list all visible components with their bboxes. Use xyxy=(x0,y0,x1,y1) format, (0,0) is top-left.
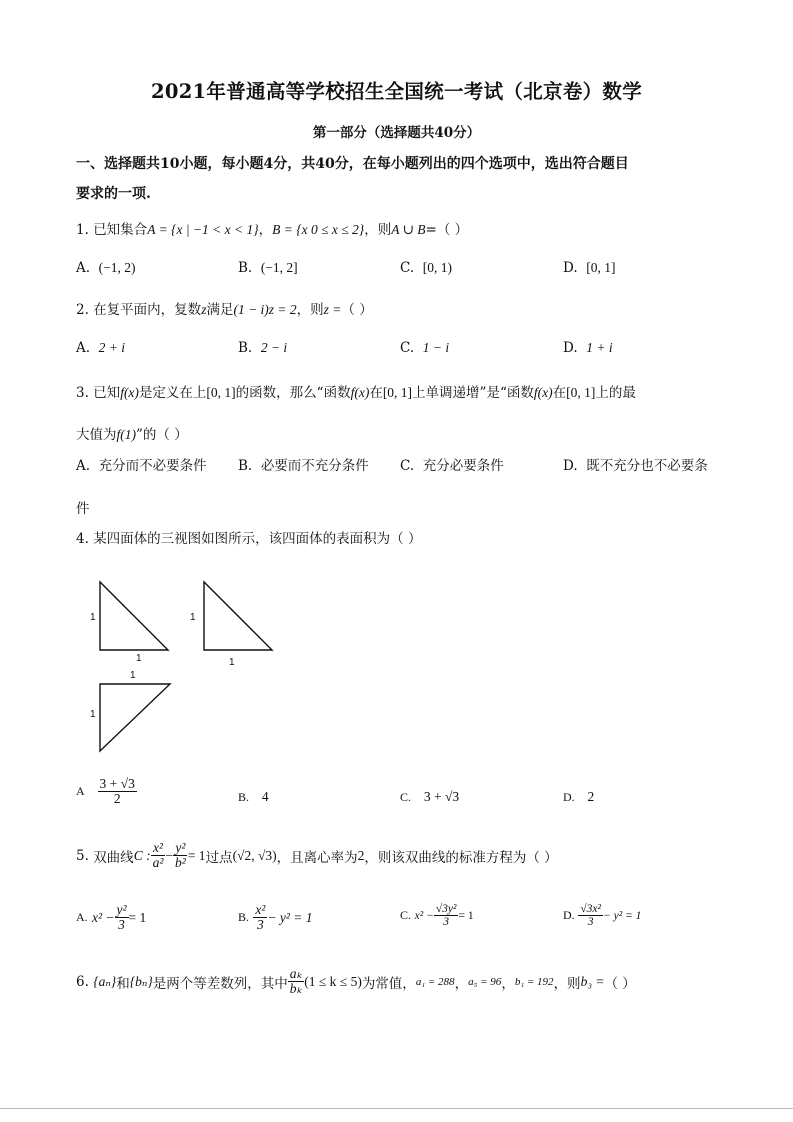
q3-option-d[interactable]: D. 既不充分也不必要条 xyxy=(563,458,708,474)
q2-option-c[interactable]: C. 1 − i xyxy=(400,340,450,356)
top-view-triangle xyxy=(100,684,170,751)
part-heading: 第一部分（选择题共40分） xyxy=(312,125,481,141)
side-view-height-label: 1 xyxy=(190,612,196,623)
section-instruction-line2: 要求的一项. xyxy=(76,186,151,202)
question-6-stem: 6. {aₙ} 和 {bₙ} 是两个等差数列，其中 $\frac{\text{aₖ}}{\text{bₖ}}$ (1 ≤ k ≤ 5) 为常值， a₁ = 288 ， a₅ = 96 ， b₁ = 192 ，则 b₃ = （ ） xyxy=(76,966,636,997)
front-view-triangle xyxy=(100,582,168,650)
question-number: 6. xyxy=(76,973,89,990)
q3-option-d-wrap: 件 xyxy=(76,501,90,517)
side-view-triangle xyxy=(204,582,272,650)
question-number: 1. xyxy=(76,222,89,238)
top-view-top-label: 1 xyxy=(130,670,136,681)
question-5-stem: 5. 双曲线 C : $\frac{\text{x²}}{\text{a²}}$ − $\frac{\text{y²}}{\text{b²}}$ = 1 过点 (√2, √3) ，且离心率为 2 ，则该双曲线的标准方程为（ ） xyxy=(76,840,558,871)
q5-option-d[interactable]: D. $\frac{\text{√3x²}}{3}$ − y² = 1 xyxy=(563,903,642,929)
q4-option-d[interactable]: D. 2 xyxy=(563,789,595,804)
set-a: A = {x | −1 < x < 1} xyxy=(147,222,259,237)
question-number: 2. xyxy=(76,302,89,318)
q5-option-c[interactable]: C. x² − $\frac{\text{√3y²}}{3}$ = 1 xyxy=(400,903,474,929)
q4-option-b[interactable]: B. 4 xyxy=(238,789,269,804)
q1-option-d[interactable]: D. [0, 1] xyxy=(563,260,616,276)
q5-option-b[interactable]: B. $\frac{\text{x²}}{3}$ − y² = 1 xyxy=(238,902,313,933)
section-instruction-line1: 一、选择题共10小题，每小题4分，共40分，在每小题列出的四个选项中，选出符合题目 xyxy=(76,156,629,172)
q2-option-a[interactable]: A. 2 + i xyxy=(76,340,126,356)
top-view-height-label: 1 xyxy=(90,709,96,720)
question-4-stem: 4. 某四面体的三视图如图所示，该四面体的表面积为（ ） xyxy=(76,531,422,547)
q1-option-b[interactable]: B. (−1, 2] xyxy=(238,260,298,276)
question-3-stem-line1: 3. 已知f(x)是定义在上[0, 1]的函数，那么“函数f(x)在[0, 1]上单调递增”是“函数f(x)在[0, 1]上的最 xyxy=(76,385,636,401)
q2-option-b[interactable]: B. 2 − i xyxy=(238,340,288,356)
front-view-height-label: 1 xyxy=(90,612,96,623)
equation: (1 − i)z = 2 xyxy=(233,302,297,317)
set-b: B = {x 0 ≤ x ≤ 2} xyxy=(272,222,365,237)
q3-option-a[interactable]: A. 充分而不必要条件 xyxy=(76,458,207,474)
q4-option-a[interactable]: A $\frac{3 + √3}{2}$ xyxy=(76,776,135,807)
page-bottom-rule xyxy=(0,1108,793,1109)
point: (√2, √3) xyxy=(232,847,277,863)
question-number: 4. xyxy=(76,531,89,547)
front-view-base-label: 1 xyxy=(136,653,142,664)
q3-option-c[interactable]: C. 充分必要条件 xyxy=(400,458,504,474)
q4-option-c[interactable]: C. 3 + √3 xyxy=(400,789,460,804)
question-2-stem: 2. 在复平面内，复数z满足(1 − i)z = 2，则z =（ ） xyxy=(76,302,373,318)
question-3-stem-line2: 大值为f(1)”的（ ） xyxy=(76,427,188,443)
side-view-base-label: 1 xyxy=(229,657,235,668)
exam-title: 2021年普通高等学校招生全国统一考试（北京卷）数学 xyxy=(150,80,643,103)
question-number: 3. xyxy=(76,385,89,401)
three-view-figure xyxy=(80,570,290,760)
question-number: 5. xyxy=(76,847,89,864)
q2-option-d[interactable]: D. 1 + i xyxy=(563,340,613,356)
q1-option-a[interactable]: A. (−1, 2) xyxy=(76,260,136,276)
q3-option-b[interactable]: B. 必要而不充分条件 xyxy=(238,458,369,474)
union-expr: A ∪ B xyxy=(391,222,426,237)
q5-option-a[interactable]: A. x² − $\frac{\text{y²}}{3}$ = 1 xyxy=(76,902,147,933)
question-1-stem: 1. 已知集合A = {x | −1 < x < 1}，B = {x 0 ≤ x ≤ 2}，则A ∪ B=（ ） xyxy=(76,222,469,238)
q1-option-c[interactable]: C. [0, 1) xyxy=(400,260,452,276)
